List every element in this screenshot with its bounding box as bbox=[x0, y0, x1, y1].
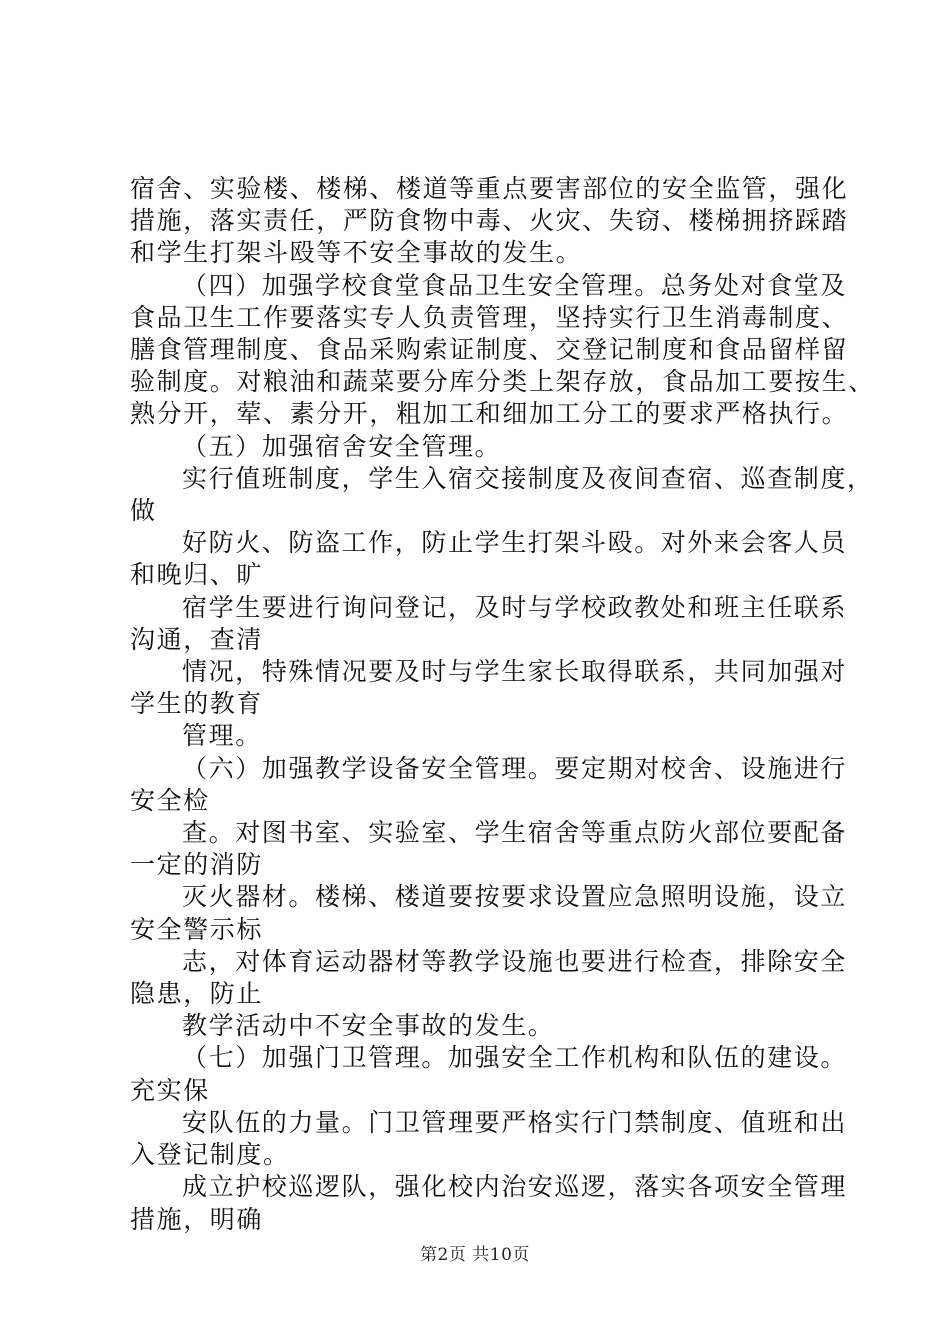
text-line: （七）加强门卫管理。加强安全工作机构和队伍的建设。 bbox=[182, 1043, 848, 1073]
text-line: 好防火、防盗工作，防止学生打架斗殴。对外来会客人员 bbox=[182, 528, 848, 558]
text-line: 安全检 bbox=[130, 785, 210, 815]
text-line: 和学生打架斗殴等不安全事故的发生。 bbox=[130, 238, 583, 268]
page-number-footer: 第2页 共10页 bbox=[420, 1245, 530, 1265]
text-line: 入登记制度。 bbox=[130, 1140, 290, 1170]
text-line: 隐患，防止 bbox=[130, 979, 264, 1009]
text-line: 教学活动中不安全事故的发生。 bbox=[182, 1011, 555, 1041]
text-line: 查。对图书室、实验室、学生宿舍等重点防火部位要配备 bbox=[182, 818, 848, 848]
text-line: 管理。 bbox=[182, 721, 262, 751]
text-line: 措施，落实责任，严防食物中毒、火灾、失窃、楼梯拥挤踩踏 bbox=[130, 206, 849, 236]
text-line: 安队伍的力量。门卫管理要严格实行门禁制度、值班和出 bbox=[182, 1107, 848, 1137]
text-line: 充实保 bbox=[130, 1075, 210, 1105]
text-line: 学生的教育 bbox=[130, 689, 264, 719]
text-line: 宿舍、实验楼、楼梯、楼道等重点要害部位的安全监管，强化 bbox=[130, 174, 849, 203]
text-line: 实行值班制度，学生入宿交接制度及夜间查宿、巡查制度， bbox=[182, 463, 874, 493]
text-line: 沟通，查清 bbox=[130, 624, 264, 654]
text-line: 做 bbox=[130, 496, 157, 526]
text-line: （六）加强教学设备安全管理。要定期对校舍、设施进行 bbox=[182, 753, 848, 783]
text-line: 灭火器材。楼梯、楼道要按要求设置应急照明设施，设立 bbox=[182, 882, 848, 912]
text-line: 验制度。对粮油和蔬菜要分库分类上架存放，食品加工要按生、 bbox=[130, 367, 875, 397]
text-line: 志，对体育运动器材等教学设施也要进行检查，排除安全 bbox=[182, 946, 848, 976]
text-line: （五）加强宿舍安全管理。 bbox=[182, 431, 502, 461]
document-body bbox=[130, 173, 875, 1236]
text-line: 情况，特殊情况要及时与学生家长取得联系，共同加强对 bbox=[182, 657, 848, 687]
text-line: 食品卫生工作要落实专人负责管理，坚持实行卫生消毒制度、 bbox=[130, 302, 849, 332]
text-line: 宿学生要进行询问登记，及时与学校政教处和班主任联系 bbox=[182, 592, 848, 622]
text-line: 措施，明确 bbox=[130, 1204, 264, 1234]
text-line: （四）加强学校食堂食品卫生安全管理。总务处对食堂及 bbox=[182, 270, 848, 300]
text-line: 膳食管理制度、食品采购索证制度、交登记制度和食品留样留 bbox=[130, 335, 849, 365]
text-line: 安全警示标 bbox=[130, 914, 264, 944]
text-line: 一定的消防 bbox=[130, 850, 264, 880]
text-line: 熟分开，荤、素分开，粗加工和细加工分工的要求严格执行。 bbox=[130, 399, 849, 429]
text-line: 成立护校巡逻队，强化校内治安巡逻，落实各项安全管理 bbox=[182, 1172, 848, 1202]
text-line: 和晚归、旷 bbox=[130, 560, 264, 590]
